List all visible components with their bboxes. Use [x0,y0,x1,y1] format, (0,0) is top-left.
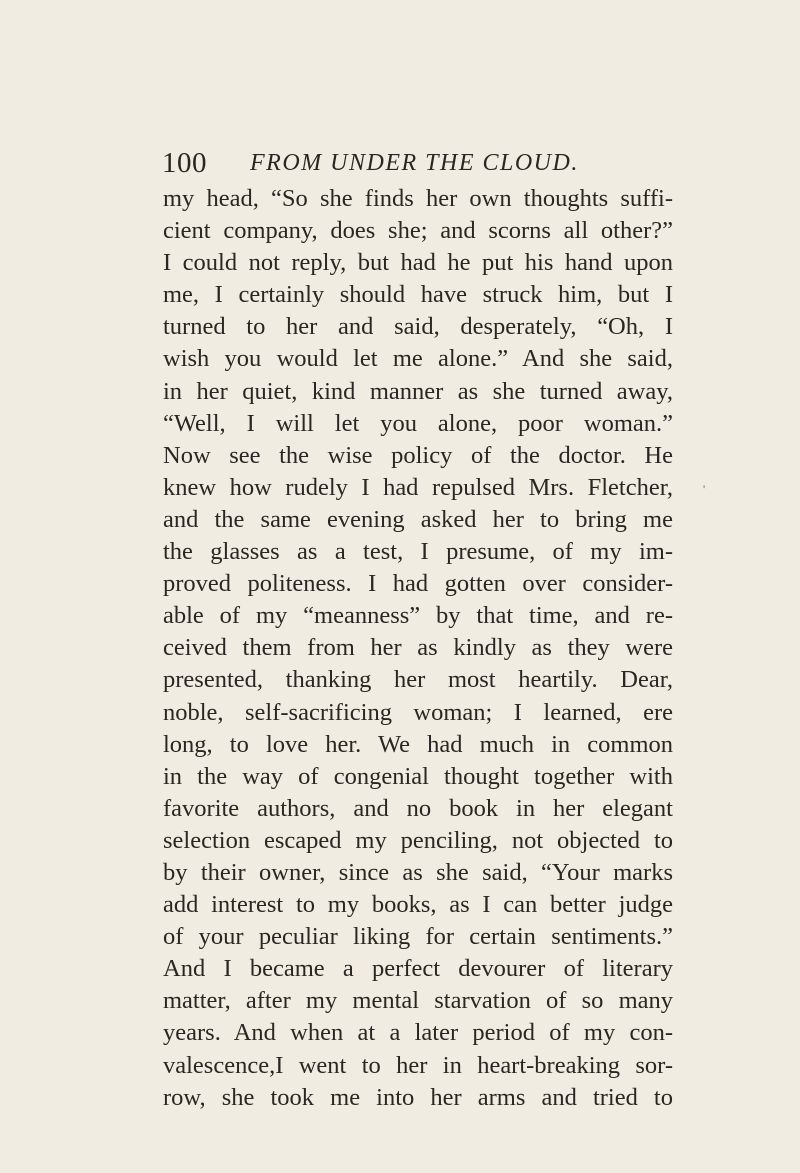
text-line: in the way of congenial thought together with [163,762,673,790]
text-line: Now see the wise policy of the doctor. He [163,441,673,469]
text-line: favorite authors, and no book in her elegant [163,794,673,822]
text-line: knew how rudely I had repulsed Mrs. Fletcher, [163,473,673,501]
text-line: And I became a perfect devourer of literary [163,955,673,983]
text-line: noble, self-sacrificing woman; I learned, ere [163,698,673,726]
text-line: in her quiet, kind manner as she turned away, [163,377,673,405]
text-line: long, to love her. We had much in common [163,730,673,758]
text-line: cient company, does she; and scorns all other?” [163,217,673,245]
text-line: me, I certainly should have struck him, but I [163,281,673,309]
text-line: and the same evening asked her to bring me [163,505,673,533]
text-line: years. And when at a later period of my con- [163,1019,673,1047]
text-line: add interest to my books, as I can better judge [163,891,673,919]
text-line: presented, thanking her most heartily. Dear, [163,666,673,694]
page-number: 100 [162,147,207,179]
running-title: FROM UNDER THE CLOUD. [250,150,579,176]
text-line: my head, “So she finds her own thoughts suffi- [163,185,673,212]
text-line: proved politeness. I had gotten over consider- [163,570,673,598]
margin-mark: ' [703,482,706,496]
text-line: row, she took me into her arms and tried to [163,1083,673,1111]
text-line: ceived them from her as kindly as they were [163,634,673,662]
text-line: valescence,I went to her in heart-breaking sor- [163,1051,673,1079]
text-line: I could not reply, but had he put his hand upon [163,249,673,277]
text-line: by their owner, since as she said, “Your marks [163,858,673,886]
text-line: selection escaped my penciling, not objected to [163,826,673,854]
text-line: of your peculiar liking for certain sentiments.” [163,923,673,951]
text-line: the glasses as a test, I presume, of my im- [163,538,673,566]
text-line: “Well, I will let you alone, poor woman.” [163,409,673,437]
running-head [162,145,682,181]
body-text [163,183,673,1114]
text-line: able of my “meanness” by that time, and re- [163,602,673,630]
text-line: wish you would let me alone.” And she said, [163,345,673,373]
text-line: matter, after my mental starvation of so many [163,987,673,1015]
text-line: turned to her and said, desperately, “Oh, I [163,313,673,341]
